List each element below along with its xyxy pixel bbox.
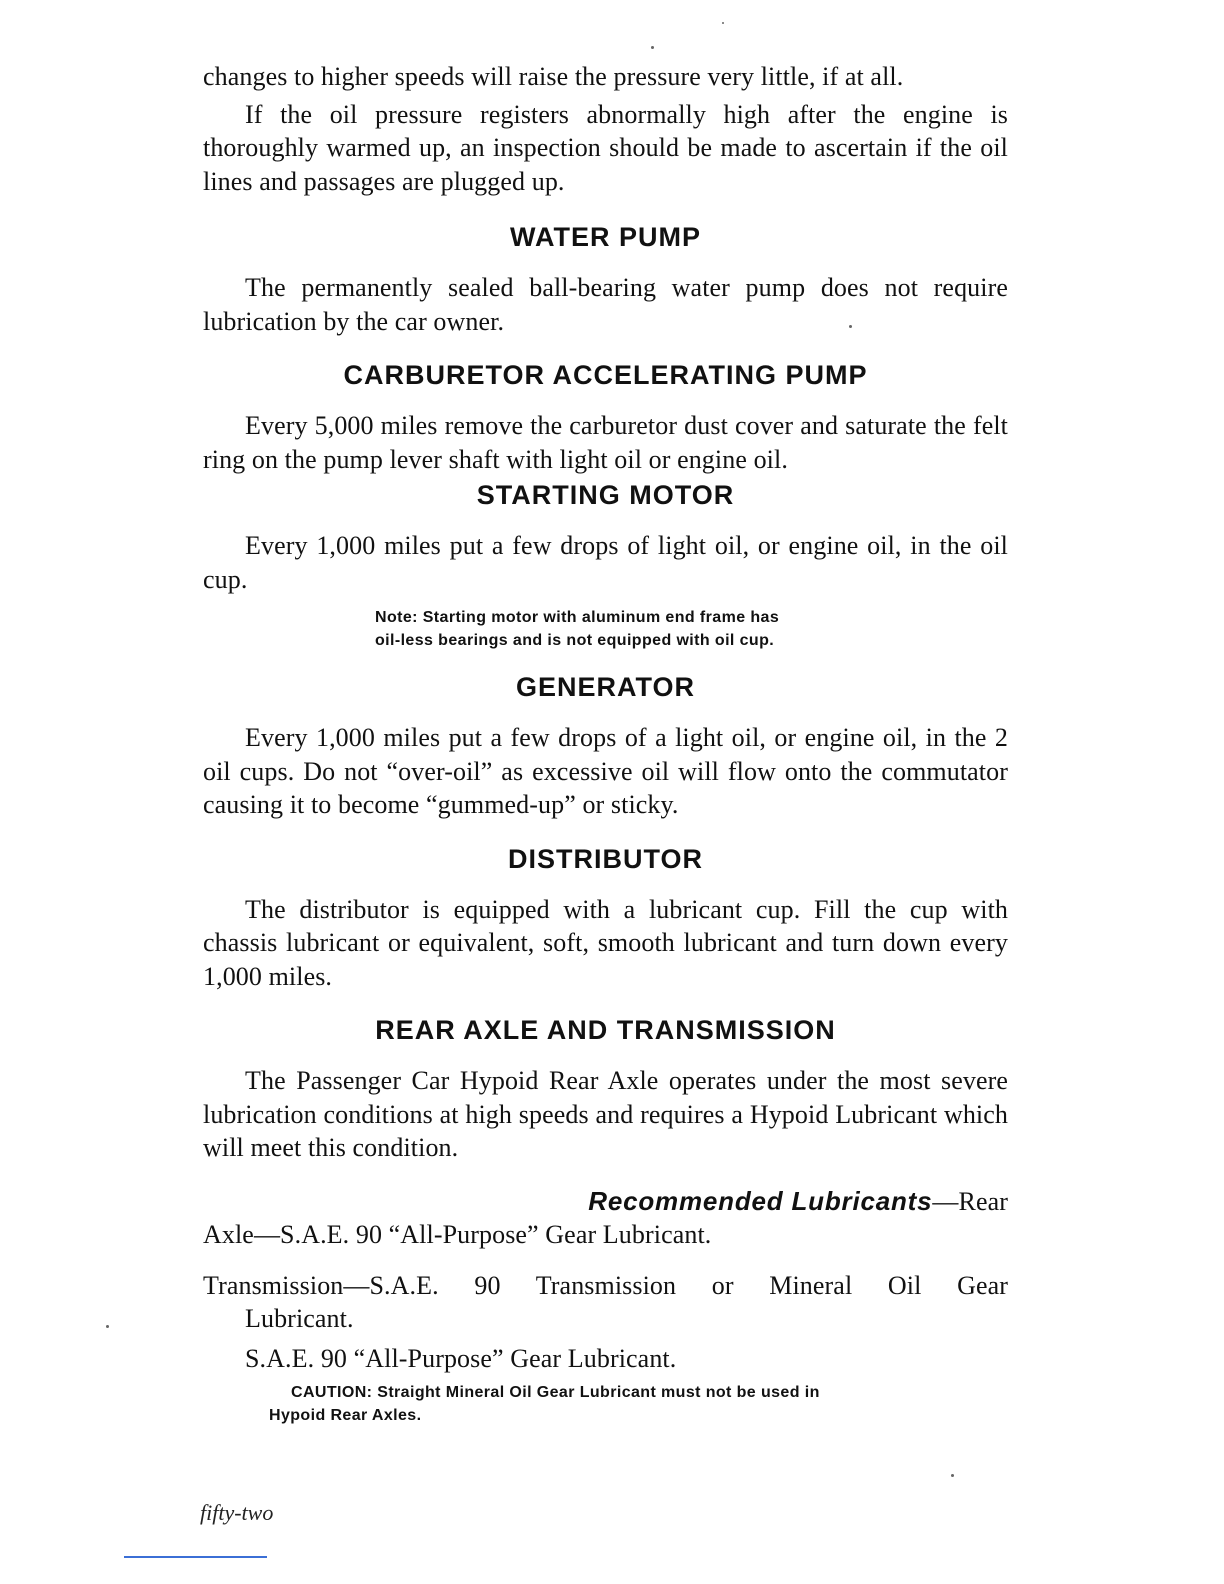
intro-line: changes to higher speeds will raise the pressure very little, if at all. xyxy=(203,62,904,91)
transmission-line: Transmission—S.A.E. 90 Transmission or Mineral Oil Gear xyxy=(203,1270,1008,1300)
intro-paragraph: If the oil pressure registers abnormally high after the engine is thoroughly warmed up, an inspection should be made to ascertain if the oil lines and passages are plugged up. xyxy=(203,99,1008,196)
starting-motor-note xyxy=(375,606,1008,652)
heading-distributor: DISTRIBUTOR xyxy=(507,843,703,874)
caution-note xyxy=(203,1381,1008,1427)
carburetor-text: Every 5,000 miles remove the carburetor dust cover and saturate the felt ring on the pump lever shaft with light oil or engine oil. xyxy=(203,411,1008,474)
axle-line: Axle—S.A.E. 90 “All-Purpose” Gear Lubricant. xyxy=(203,1220,712,1249)
text-column xyxy=(203,60,1008,1427)
distributor-text: The distributor is equipped with a lubricant cup. Fill the cup with chassis lubricant or equivalent, soft, smooth lubricant and turn down every 1,000 miles. xyxy=(203,894,1008,991)
heading-water-pump: WATER PUMP xyxy=(510,222,701,252)
caution-line: Hypoid Rear Axles. xyxy=(269,1407,422,1424)
sae-line: S.A.E. 90 “All-Purpose” Gear Lubricant. xyxy=(245,1343,677,1373)
heading-starting-motor: STARTING MOTOR xyxy=(476,480,735,510)
heading-carburetor: CARBURETOR ACCELERATING PUMP xyxy=(343,360,868,390)
bottom-rule xyxy=(124,1556,267,1558)
recommended-line xyxy=(203,1185,1008,1219)
scan-speck xyxy=(651,46,654,49)
scan-speck xyxy=(722,22,724,24)
scan-speck xyxy=(106,1325,109,1328)
rear-axle-text: The Passenger Car Hypoid Rear Axle operates under the most severe lubrication conditions at high speeds and requires a Hypoid Lubricant which will meet this condition. xyxy=(203,1066,1008,1162)
heading-generator: GENERATOR xyxy=(515,672,695,702)
caution-line: CAUTION: Straight Mineral Oil Gear Lubricant must not be used in xyxy=(291,1384,820,1401)
starting-motor-text: Every 1,000 miles put a few drops of light oil, or engine oil, in the oil cup. xyxy=(203,531,1008,594)
generator-text: Every 1,000 miles put a few drops of a light oil, or engine oil, in the 2 oil cups. Do not “over-oil” as excessive oil will flow onto the commutator causing it to become “gummed-up” or sticky. xyxy=(203,723,1008,819)
note-line: Note: Starting motor with aluminum end frame has xyxy=(375,609,780,626)
recommended-label: Recommended Lubricants xyxy=(588,1185,933,1216)
note-line: oil-less bearings and is not equipped with oil cup. xyxy=(375,632,775,649)
page-number: fifty-two xyxy=(200,1500,274,1525)
water-pump-text: The permanently sealed ball-bearing water pump does not require lubrication by the car owner. xyxy=(203,273,1008,336)
transmission-line-continued: Lubricant. xyxy=(245,1304,354,1333)
heading-rear-axle: REAR AXLE AND TRANSMISSION xyxy=(375,1015,836,1045)
scan-speck xyxy=(951,1474,954,1477)
recommended-dash: —Rear xyxy=(932,1186,1008,1216)
